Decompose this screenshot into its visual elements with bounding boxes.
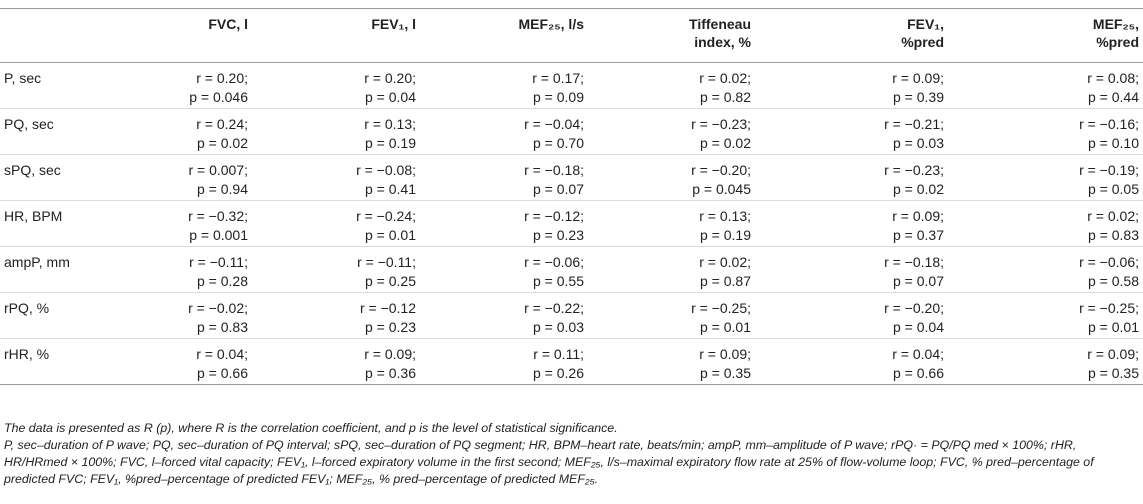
correlation-coefficient: r = 0.09; (364, 345, 416, 362)
correlation-coefficient: r = 0.24; (196, 115, 248, 132)
p-value: p = 0.82 (700, 88, 751, 105)
column-header-line: FEV₁, (907, 16, 944, 32)
correlation-coefficient: r = −0.25; (1079, 299, 1139, 316)
table-cell (120, 338, 252, 384)
p-value: p = 0.44 (1088, 88, 1139, 105)
p-value: p = 0.19 (365, 134, 416, 151)
p-value: p = 0.66 (197, 364, 248, 381)
table-cell (948, 200, 1143, 246)
table-cell (252, 200, 420, 246)
p-value: p = 0.25 (365, 272, 416, 289)
row-label: ampP, mm (4, 253, 70, 270)
p-value: p = 0.83 (197, 318, 248, 335)
column-header (755, 9, 948, 62)
p-value: p = 0.23 (533, 226, 584, 243)
p-value: p = 0.02 (700, 134, 751, 151)
correlation-coefficient: r = −0.06; (1079, 253, 1139, 270)
column-header (120, 9, 252, 62)
p-value: p = 0.23 (365, 318, 416, 335)
correlation-coefficient: r = 0.04; (196, 345, 248, 362)
correlation-coefficient: r = −0.08; (356, 161, 416, 178)
table-cell (588, 154, 755, 200)
table-footnote (4, 420, 1140, 488)
p-value: p = 0.37 (893, 226, 944, 243)
p-value: p = 0.046 (189, 88, 248, 105)
correlation-coefficient: r = −0.23; (691, 115, 751, 132)
correlation-coefficient: r = 0.09; (892, 207, 944, 224)
column-header-line: %pred (1096, 34, 1139, 50)
correlation-coefficient: r = −0.11; (189, 253, 248, 270)
table-cell (252, 292, 420, 338)
table-cell (120, 62, 252, 108)
table-cell (755, 246, 948, 292)
table-cell (252, 108, 420, 154)
footnote-line: P, sec–duration of P wave; PQ, sec–duration of PQ interval; sPQ, sec–duration of PQ segment; HR, BPM–heart rate, beats/min; ampP, mm–amplitude of P wave; rPQ· = PQ/PQ med × 100%; rHR, HR/HRmed × 100%; FVC, l–forced vital capacity; FEV₁, l–forced expiratory volume in the first second; MEF₂₅, l/s–maximal expiratory flow rate at 25% of flow-volume loop; FVC, % pred–percentage of predicted FVC; FEV₁, %pred–percentage of predicted FEV₁; MEF₂₅, % pred–percentage of predicted MEF₂₅. (4, 438, 1094, 486)
correlation-coefficient: r = 0.09; (892, 69, 944, 86)
correlation-coefficient: r = 0.20; (196, 69, 248, 86)
column-header (420, 9, 588, 62)
p-value: p = 0.09 (533, 88, 584, 105)
table-cell (948, 292, 1143, 338)
p-value: p = 0.35 (1088, 364, 1139, 381)
correlation-coefficient: r = 0.08; (1087, 69, 1139, 86)
correlation-coefficient: r = 0.02; (1087, 207, 1139, 224)
table-cell (120, 246, 252, 292)
correlation-coefficient: r = −0.25; (691, 299, 751, 316)
table-cell (588, 108, 755, 154)
column-header-line: %pred (901, 34, 944, 50)
p-value: p = 0.94 (197, 180, 248, 197)
row-label: HR, BPM (4, 207, 63, 224)
row-label: PQ, sec (4, 115, 54, 132)
table-body (0, 62, 1143, 384)
footnote-line: The data is presented as R (p), where R is the correlation coefficient, and p is the level of statistical significance. (4, 421, 618, 435)
correlation-coefficient: r = 0.09; (699, 345, 751, 362)
table-cell (588, 200, 755, 246)
table-cell (120, 154, 252, 200)
p-value: p = 0.04 (365, 88, 416, 105)
correlation-coefficient: r = −0.18; (524, 161, 584, 178)
table-cell (420, 108, 588, 154)
table-row (0, 200, 1143, 246)
column-header (588, 9, 755, 62)
correlation-coefficient: r = −0.20; (884, 299, 944, 316)
table-row (0, 154, 1143, 200)
table-cell (420, 200, 588, 246)
table-cell (252, 338, 420, 384)
table-cell (420, 338, 588, 384)
table-cell (120, 200, 252, 246)
table-cell (948, 108, 1143, 154)
correlation-coefficient: r = −0.24; (356, 207, 416, 224)
correlation-coefficient: r = −0.23; (884, 161, 944, 178)
correlation-coefficient: r = −0.04; (524, 115, 584, 132)
column-header-line: FVC, l (208, 16, 248, 32)
p-value: p = 0.39 (893, 88, 944, 105)
p-value: p = 0.36 (365, 364, 416, 381)
table-cell (948, 154, 1143, 200)
correlation-coefficient: r = −0.16; (1079, 115, 1139, 132)
p-value: p = 0.55 (533, 272, 584, 289)
correlation-coefficient: r = 0.13; (699, 207, 751, 224)
p-value: p = 0.58 (1088, 272, 1139, 289)
table-cell (588, 62, 755, 108)
correlation-coefficient: r = −0.12; (524, 207, 584, 224)
table-cell (420, 154, 588, 200)
table-cell (588, 246, 755, 292)
correlation-coefficient: r = 0.02; (699, 253, 751, 270)
p-value: p = 0.87 (700, 272, 751, 289)
table-cell (120, 292, 252, 338)
p-value: p = 0.83 (1088, 226, 1139, 243)
p-value: p = 0.045 (692, 180, 751, 197)
table-cell (755, 292, 948, 338)
table-cell (588, 338, 755, 384)
table-cell (252, 62, 420, 108)
correlation-coefficient: r = −0.19; (1079, 161, 1139, 178)
row-label: rHR, % (4, 345, 50, 362)
correlation-coefficient: r = 0.20; (364, 69, 416, 86)
table-cell (588, 292, 755, 338)
table-row (0, 292, 1143, 338)
p-value: p = 0.03 (533, 318, 584, 335)
correlation-coefficient: r = 0.13; (364, 115, 416, 132)
column-header-line: MEF₂₅, (1092, 16, 1139, 32)
p-value: p = 0.04 (893, 318, 944, 335)
row-label: rPQ, % (4, 299, 50, 316)
column-header (252, 9, 420, 62)
correlation-coefficient: r = 0.007; (188, 161, 248, 178)
row-label: P, sec (4, 69, 42, 86)
table-cell (755, 338, 948, 384)
table-cell (120, 108, 252, 154)
p-value: p = 0.02 (197, 134, 248, 151)
table-cell (252, 154, 420, 200)
p-value: p = 0.66 (893, 364, 944, 381)
p-value: p = 0.01 (365, 226, 416, 243)
p-value: p = 0.35 (700, 364, 751, 381)
table-cell (755, 200, 948, 246)
table-cell (948, 338, 1143, 384)
correlation-table (0, 9, 1143, 385)
p-value: p = 0.05 (1088, 180, 1139, 197)
column-header-line: MEF₂₅, l/s (518, 16, 584, 32)
header-row (0, 9, 1143, 62)
p-value: p = 0.01 (700, 318, 751, 335)
table-cell (420, 292, 588, 338)
correlation-coefficient: r = −0.12 (359, 299, 416, 316)
column-header-line: FEV₁, l (371, 16, 416, 32)
correlation-coefficient: r = 0.11; (533, 345, 584, 362)
p-value: p = 0.41 (365, 180, 416, 197)
table-row (0, 338, 1143, 384)
correlation-coefficient: r = 0.04; (892, 345, 944, 362)
p-value: p = 0.01 (1088, 318, 1139, 335)
correlation-coefficient: r = −0.20; (691, 161, 751, 178)
p-value: p = 0.02 (893, 180, 944, 197)
table-row (0, 62, 1143, 108)
column-header (948, 9, 1143, 62)
table-row (0, 108, 1143, 154)
p-value: p = 0.70 (533, 134, 584, 151)
p-value: p = 0.001 (189, 226, 248, 243)
correlation-coefficient: r = −0.32; (188, 207, 248, 224)
correlation-coefficient: r = 0.02; (699, 69, 751, 86)
correlation-coefficient: r = −0.22; (524, 299, 584, 316)
p-value: p = 0.07 (893, 272, 944, 289)
table-cell (420, 62, 588, 108)
table-cell (252, 246, 420, 292)
correlation-coefficient: r = −0.11; (357, 253, 416, 270)
table-cell (755, 154, 948, 200)
p-value: p = 0.10 (1088, 134, 1139, 151)
correlation-coefficient: r = −0.02; (188, 299, 248, 316)
table-cell (420, 246, 588, 292)
p-value: p = 0.26 (533, 364, 584, 381)
correlation-coefficient: r = −0.06; (524, 253, 584, 270)
table-cell (755, 108, 948, 154)
correlation-coefficient: r = 0.17; (532, 69, 584, 86)
p-value: p = 0.19 (700, 226, 751, 243)
correlation-coefficient: r = −0.18; (884, 253, 944, 270)
column-header-line: Tiffeneau (689, 16, 751, 32)
table-cell (948, 246, 1143, 292)
header-cell-empty (0, 9, 120, 62)
row-label: sPQ, sec (4, 161, 61, 178)
table-row (0, 246, 1143, 292)
correlation-coefficient: r = −0.21; (884, 115, 944, 132)
p-value: p = 0.28 (197, 272, 248, 289)
column-header-line: index, % (694, 34, 751, 50)
p-value: p = 0.03 (893, 134, 944, 151)
table-cell (948, 62, 1143, 108)
p-value: p = 0.07 (533, 180, 584, 197)
table-cell (755, 62, 948, 108)
correlation-coefficient: r = 0.09; (1087, 345, 1139, 362)
